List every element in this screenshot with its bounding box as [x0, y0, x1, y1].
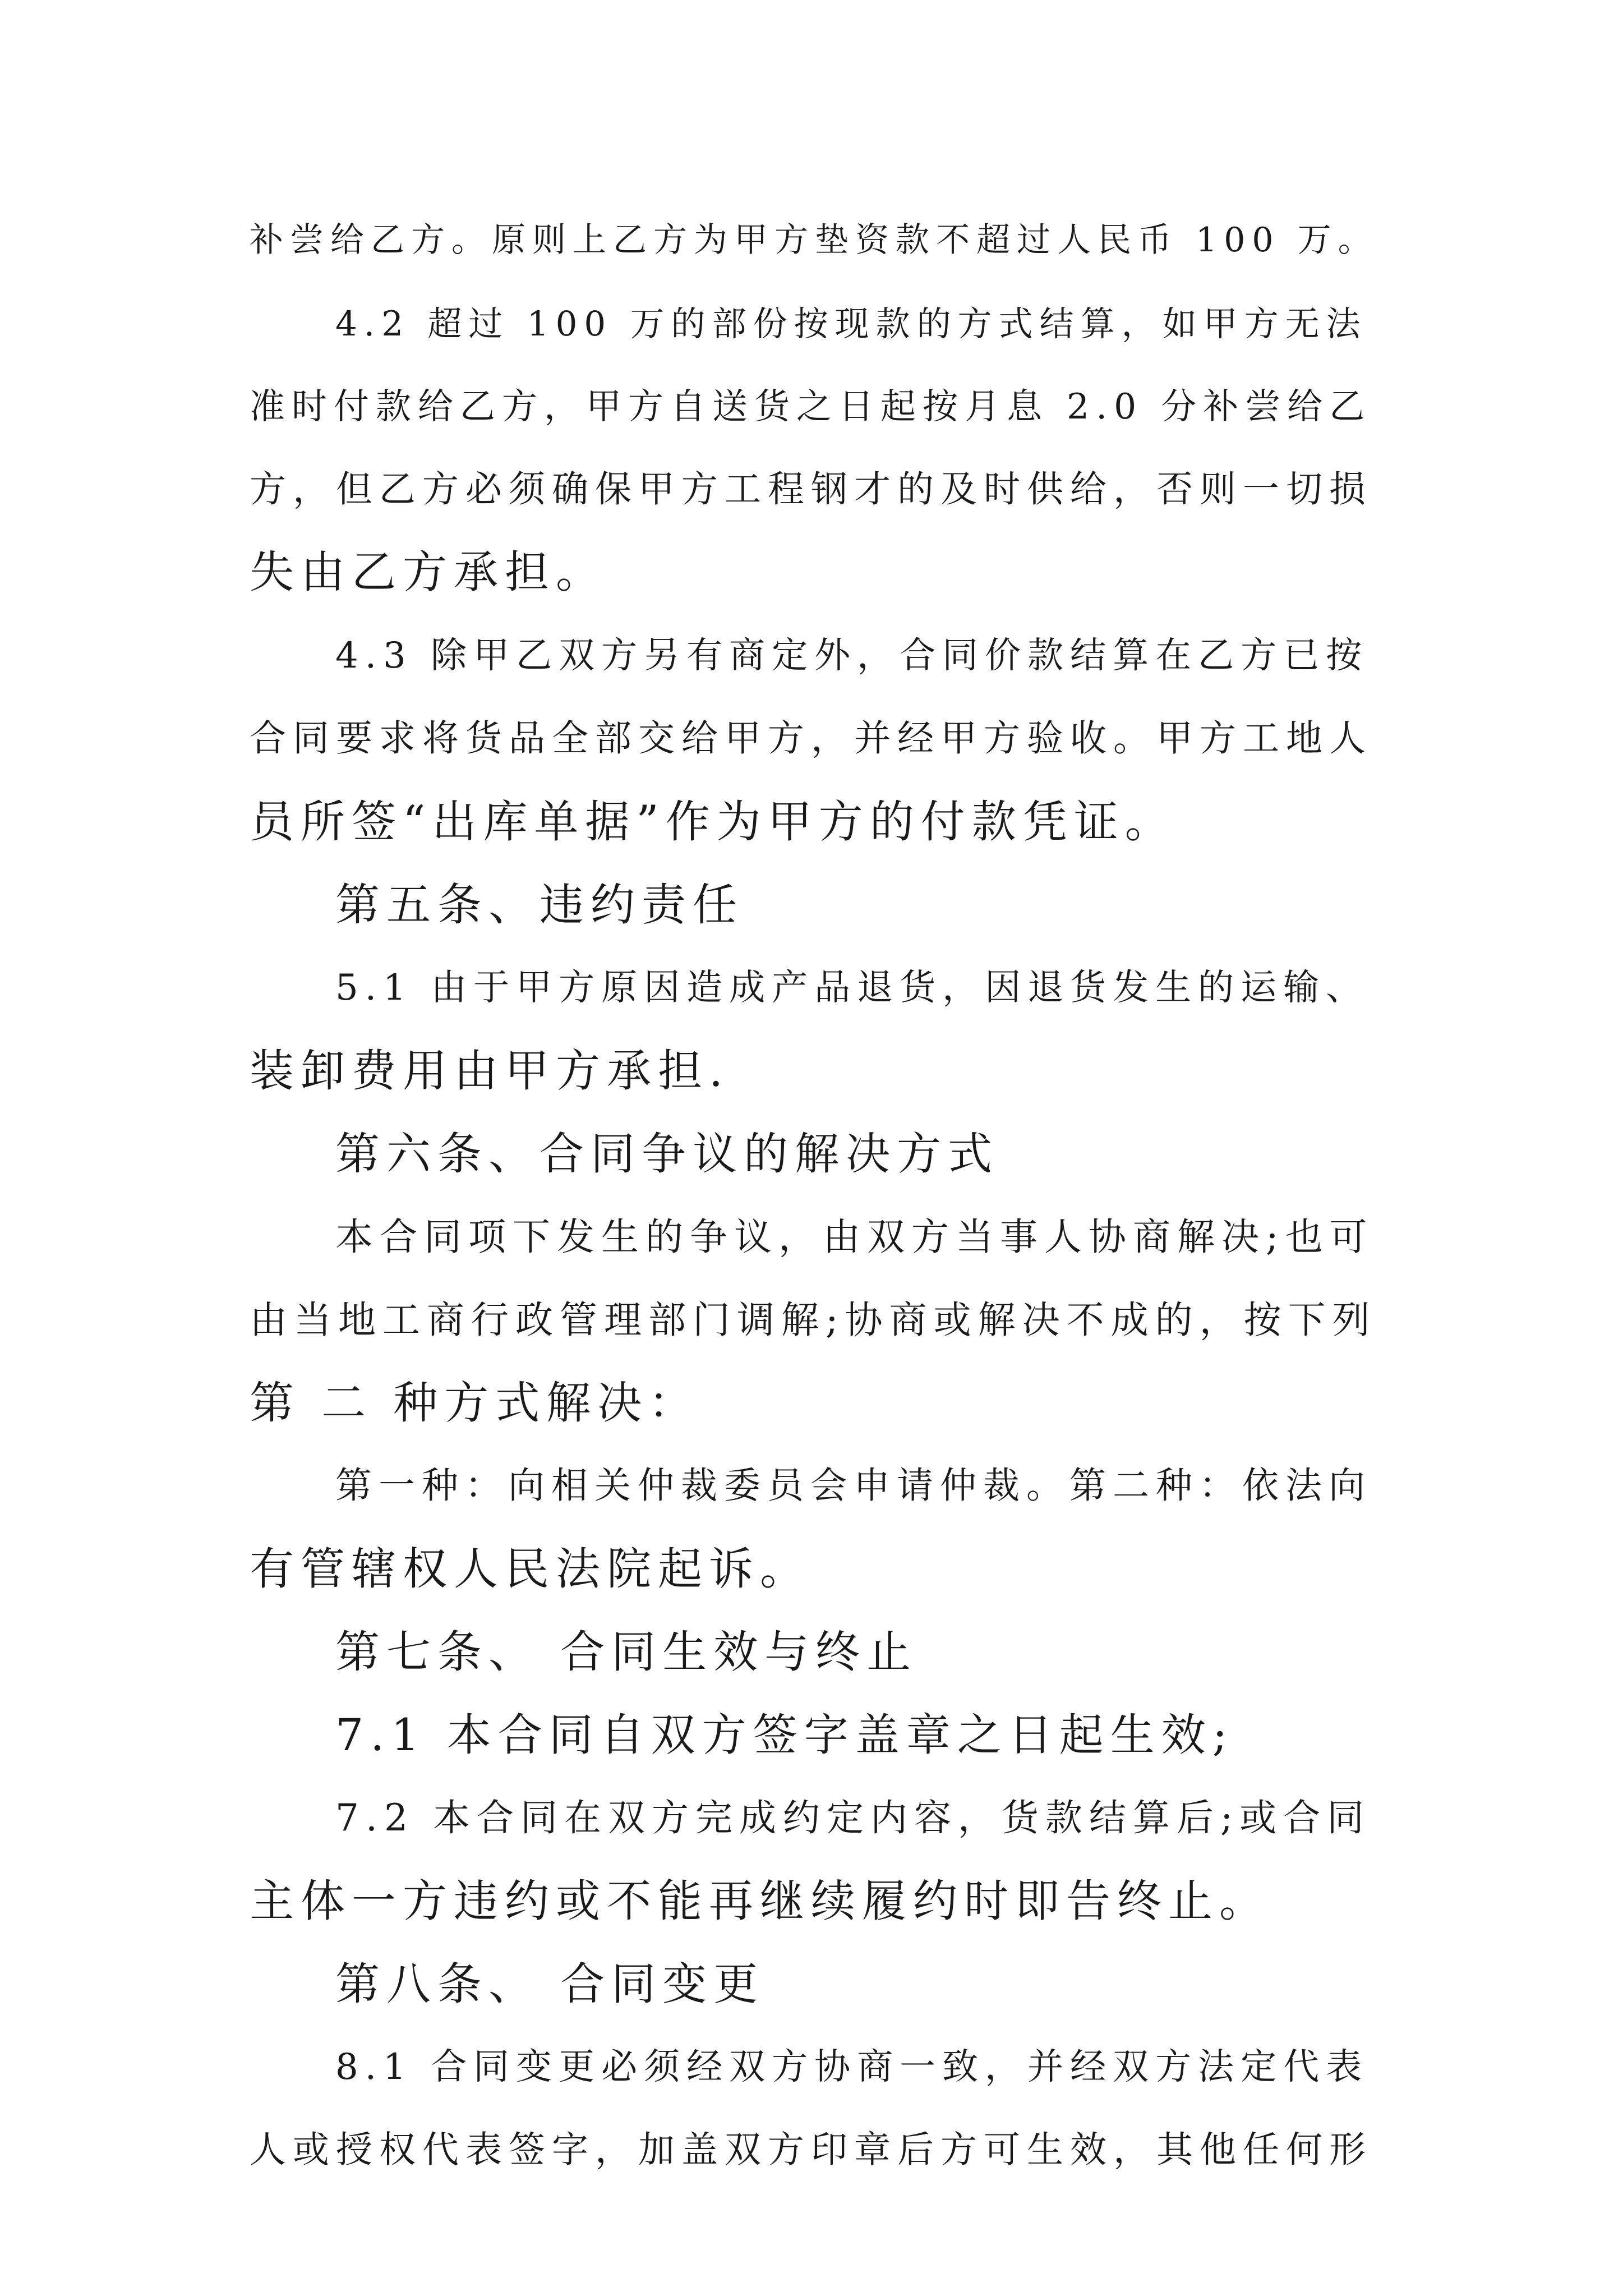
text-line: 准时付款给乙方，甲方自送货之日起按月息 2.0 分补尝给乙	[250, 386, 1372, 427]
clause-8-1: 8.1 合同变更必须经双方协商一致，并经双方法定代表	[335, 2046, 1369, 2088]
section-heading-8: 第八条、 合同变更	[335, 1958, 765, 2010]
text-line: 失由乙方承担。	[250, 546, 607, 598]
text-line: 装卸费用由甲方承担.	[250, 1045, 730, 1097]
text-line: 人或授权代表签字，加盖双方印章后方可生效，其他任何形	[250, 2129, 1373, 2171]
text-line: 补尝给乙方。原则上乙方为甲方垫资款不超过人民币 100 万。	[250, 220, 1378, 260]
clause-5-1: 5.1 由于甲方原因造成产品退货，因退货发生的运输、	[335, 967, 1369, 1009]
text-line: 方，但乙方必须确保甲方工程钢才的及时供给，否则一切损	[250, 468, 1373, 510]
clause-4-3: 4.3 除甲乙双方另有商定外，合同价款结算在乙方已按	[335, 635, 1369, 677]
section-heading-5: 第五条、违约责任	[335, 879, 744, 931]
text-line: 有管辖权人民法院起诉。	[250, 1543, 811, 1595]
text-line: 主体一方违约或不能再继续履约时即告终止。	[250, 1875, 1270, 1927]
text-line: 由当地工商行政管理部门调解;协商或解决不成的，按下列	[250, 1298, 1377, 1342]
text-line: 员所签“出库单据”作为甲方的付款凭证。	[250, 796, 1176, 848]
text-line: 本合同项下发生的争议，由双方当事人协商解决;也可	[335, 1215, 1374, 1259]
text-line: 第 二 种方式解决：	[250, 1377, 700, 1429]
section-heading-6: 第六条、合同争议的解决方式	[335, 1128, 999, 1180]
section-heading-7: 第七条、 合同生效与终止	[335, 1626, 918, 1678]
clause-4-2: 4.2 超过 100 万的部份按现款的方式结算，如甲方无法	[335, 304, 1367, 344]
clause-7-1: 7.1 本合同自双方签字盖章之日起生效;	[335, 1709, 1234, 1761]
clause-7-2: 7.2 本合同在双方完成约定内容，货款结算后;或合同	[335, 1796, 1371, 1839]
text-line: 合同要求将货品全部交给甲方，并经甲方验收。甲方工地人	[250, 717, 1373, 760]
text-line: 第一种：向相关仲裁委员会申请仲裁。第二种：依法向	[335, 1465, 1372, 1507]
